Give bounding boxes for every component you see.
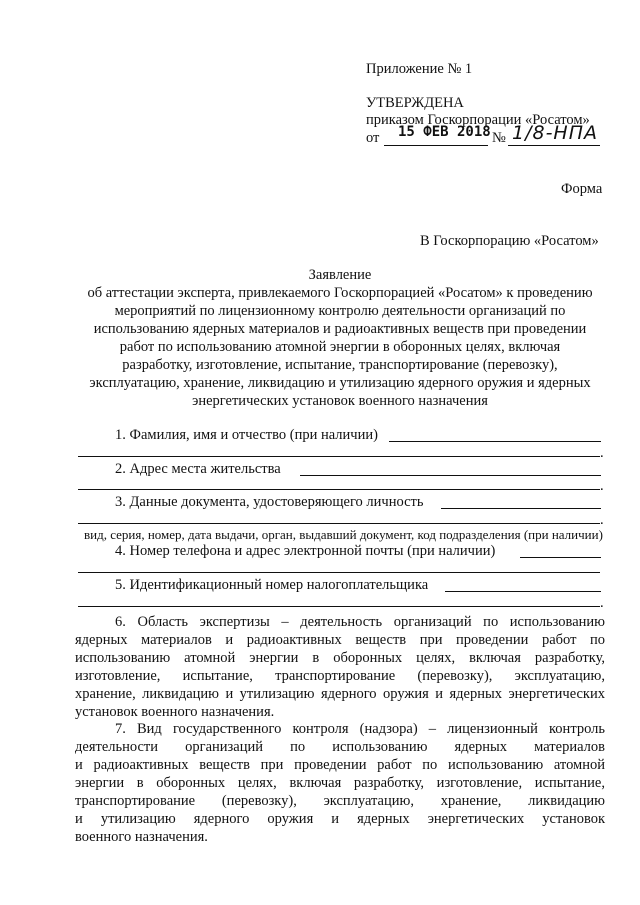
field-address-label: 2. Адрес места жительства	[115, 461, 281, 477]
field-inn-line-2	[78, 606, 600, 607]
addressee: В Госкорпорацию «Росатом»	[420, 233, 599, 249]
order-line: приказом Госкорпорации «Росатом»	[366, 112, 590, 128]
field-address-line	[300, 475, 601, 476]
section-6-line: хранение, ликвидацию и утилизацию ядерного оружия и ядерных энергетических	[75, 686, 605, 702]
line-end-dot: .	[600, 478, 604, 494]
subtitle-line: мероприятий по лицензионному контролю деятельности организаций по	[114, 303, 566, 319]
field-contacts-line-2	[78, 572, 600, 573]
field-full-name-line	[389, 441, 601, 442]
date-underline	[384, 145, 488, 146]
from-label: от	[366, 130, 380, 146]
order-date-stamp: 15 ФЕВ 2018	[398, 124, 491, 140]
section-7-line: 7. Вид государственного контроля (надзора) – лицензионный контроль	[115, 721, 605, 737]
subtitle-line: работ по использованию атомной энергии в оборонных целях, включая	[119, 339, 561, 355]
section-7-line: военного назначения.	[75, 829, 208, 845]
field-contacts-label: 4. Номер телефона и адрес электронной почты (при наличии)	[115, 543, 496, 559]
number-underline	[508, 145, 600, 146]
form-label: Форма	[561, 181, 603, 197]
field-id-document-line	[441, 508, 601, 509]
section-6-line: установок военного назначения.	[75, 704, 275, 720]
section-7-line: и утилизацию ядерного оружия и ядерных энергетических установок	[75, 811, 605, 827]
section-7-line: транспортирование (перевозку), эксплуатацию, хранение, ликвидацию	[75, 793, 605, 809]
field-contacts-line	[520, 557, 601, 558]
section-7-line: и радиоактивных веществ при проведении работ по использованию атомной	[75, 757, 605, 773]
field-id-document-label: 3. Данные документа, удостоверяющего личность	[115, 494, 424, 510]
subtitle-line: об аттестации эксперта, привлекаемого Госкорпорацией «Росатом» к проведению	[87, 285, 593, 301]
line-end-dot: .	[600, 445, 604, 461]
approved-label: УТВЕРЖДЕНА	[366, 95, 464, 111]
line-end-dot: .	[600, 512, 604, 528]
field-id-document-line-2	[78, 523, 600, 524]
section-6-line: 6. Область экспертизы – деятельность организаций по использованию	[115, 614, 605, 630]
section-6-line: изготовление, испытание, транспортирование (перевозку), эксплуатацию,	[75, 668, 605, 684]
appendix-label: Приложение № 1	[366, 61, 473, 77]
line-end-dot: .	[600, 595, 604, 611]
section-6-line: использованию атомной энергии в оборонных целях, включая разработку,	[75, 650, 605, 666]
document-title: Заявление	[308, 267, 372, 283]
order-number-handwritten: 1/8-НПА	[512, 122, 599, 144]
field-full-name-label: 1. Фамилия, имя и отчество (при наличии)	[115, 427, 378, 443]
subtitle-line: разработку, изготовление, испытание, транспортирование (перевозку),	[122, 357, 558, 373]
subtitle-line: энергетических установок военного назначения	[192, 393, 488, 409]
number-label: №	[492, 130, 506, 146]
section-7-line: деятельности организаций по использованию ядерных материалов	[75, 739, 605, 755]
subtitle-line: эксплуатацию, хранение, ликвидацию и утилизацию ядерного оружия и ядерных	[89, 375, 591, 391]
subtitle-line: использованию ядерных материалов и радиоактивных веществ при проведении	[93, 321, 587, 337]
field-full-name-line-2	[78, 456, 600, 457]
section-7-line: энергии в оборонных целях, включая разработку, изготовление, испытание,	[75, 775, 605, 791]
field-id-document-hint: вид, серия, номер, дата выдачи, орган, выдавший документ, код подразделения (при наличии)	[84, 527, 603, 542]
section-6-line: ядерных материалов и радиоактивных веществ при проведении работ по	[75, 632, 605, 648]
field-inn-label: 5. Идентификационный номер налогоплательщика	[115, 577, 429, 593]
field-inn-line	[445, 591, 601, 592]
field-address-line-2	[78, 489, 600, 490]
